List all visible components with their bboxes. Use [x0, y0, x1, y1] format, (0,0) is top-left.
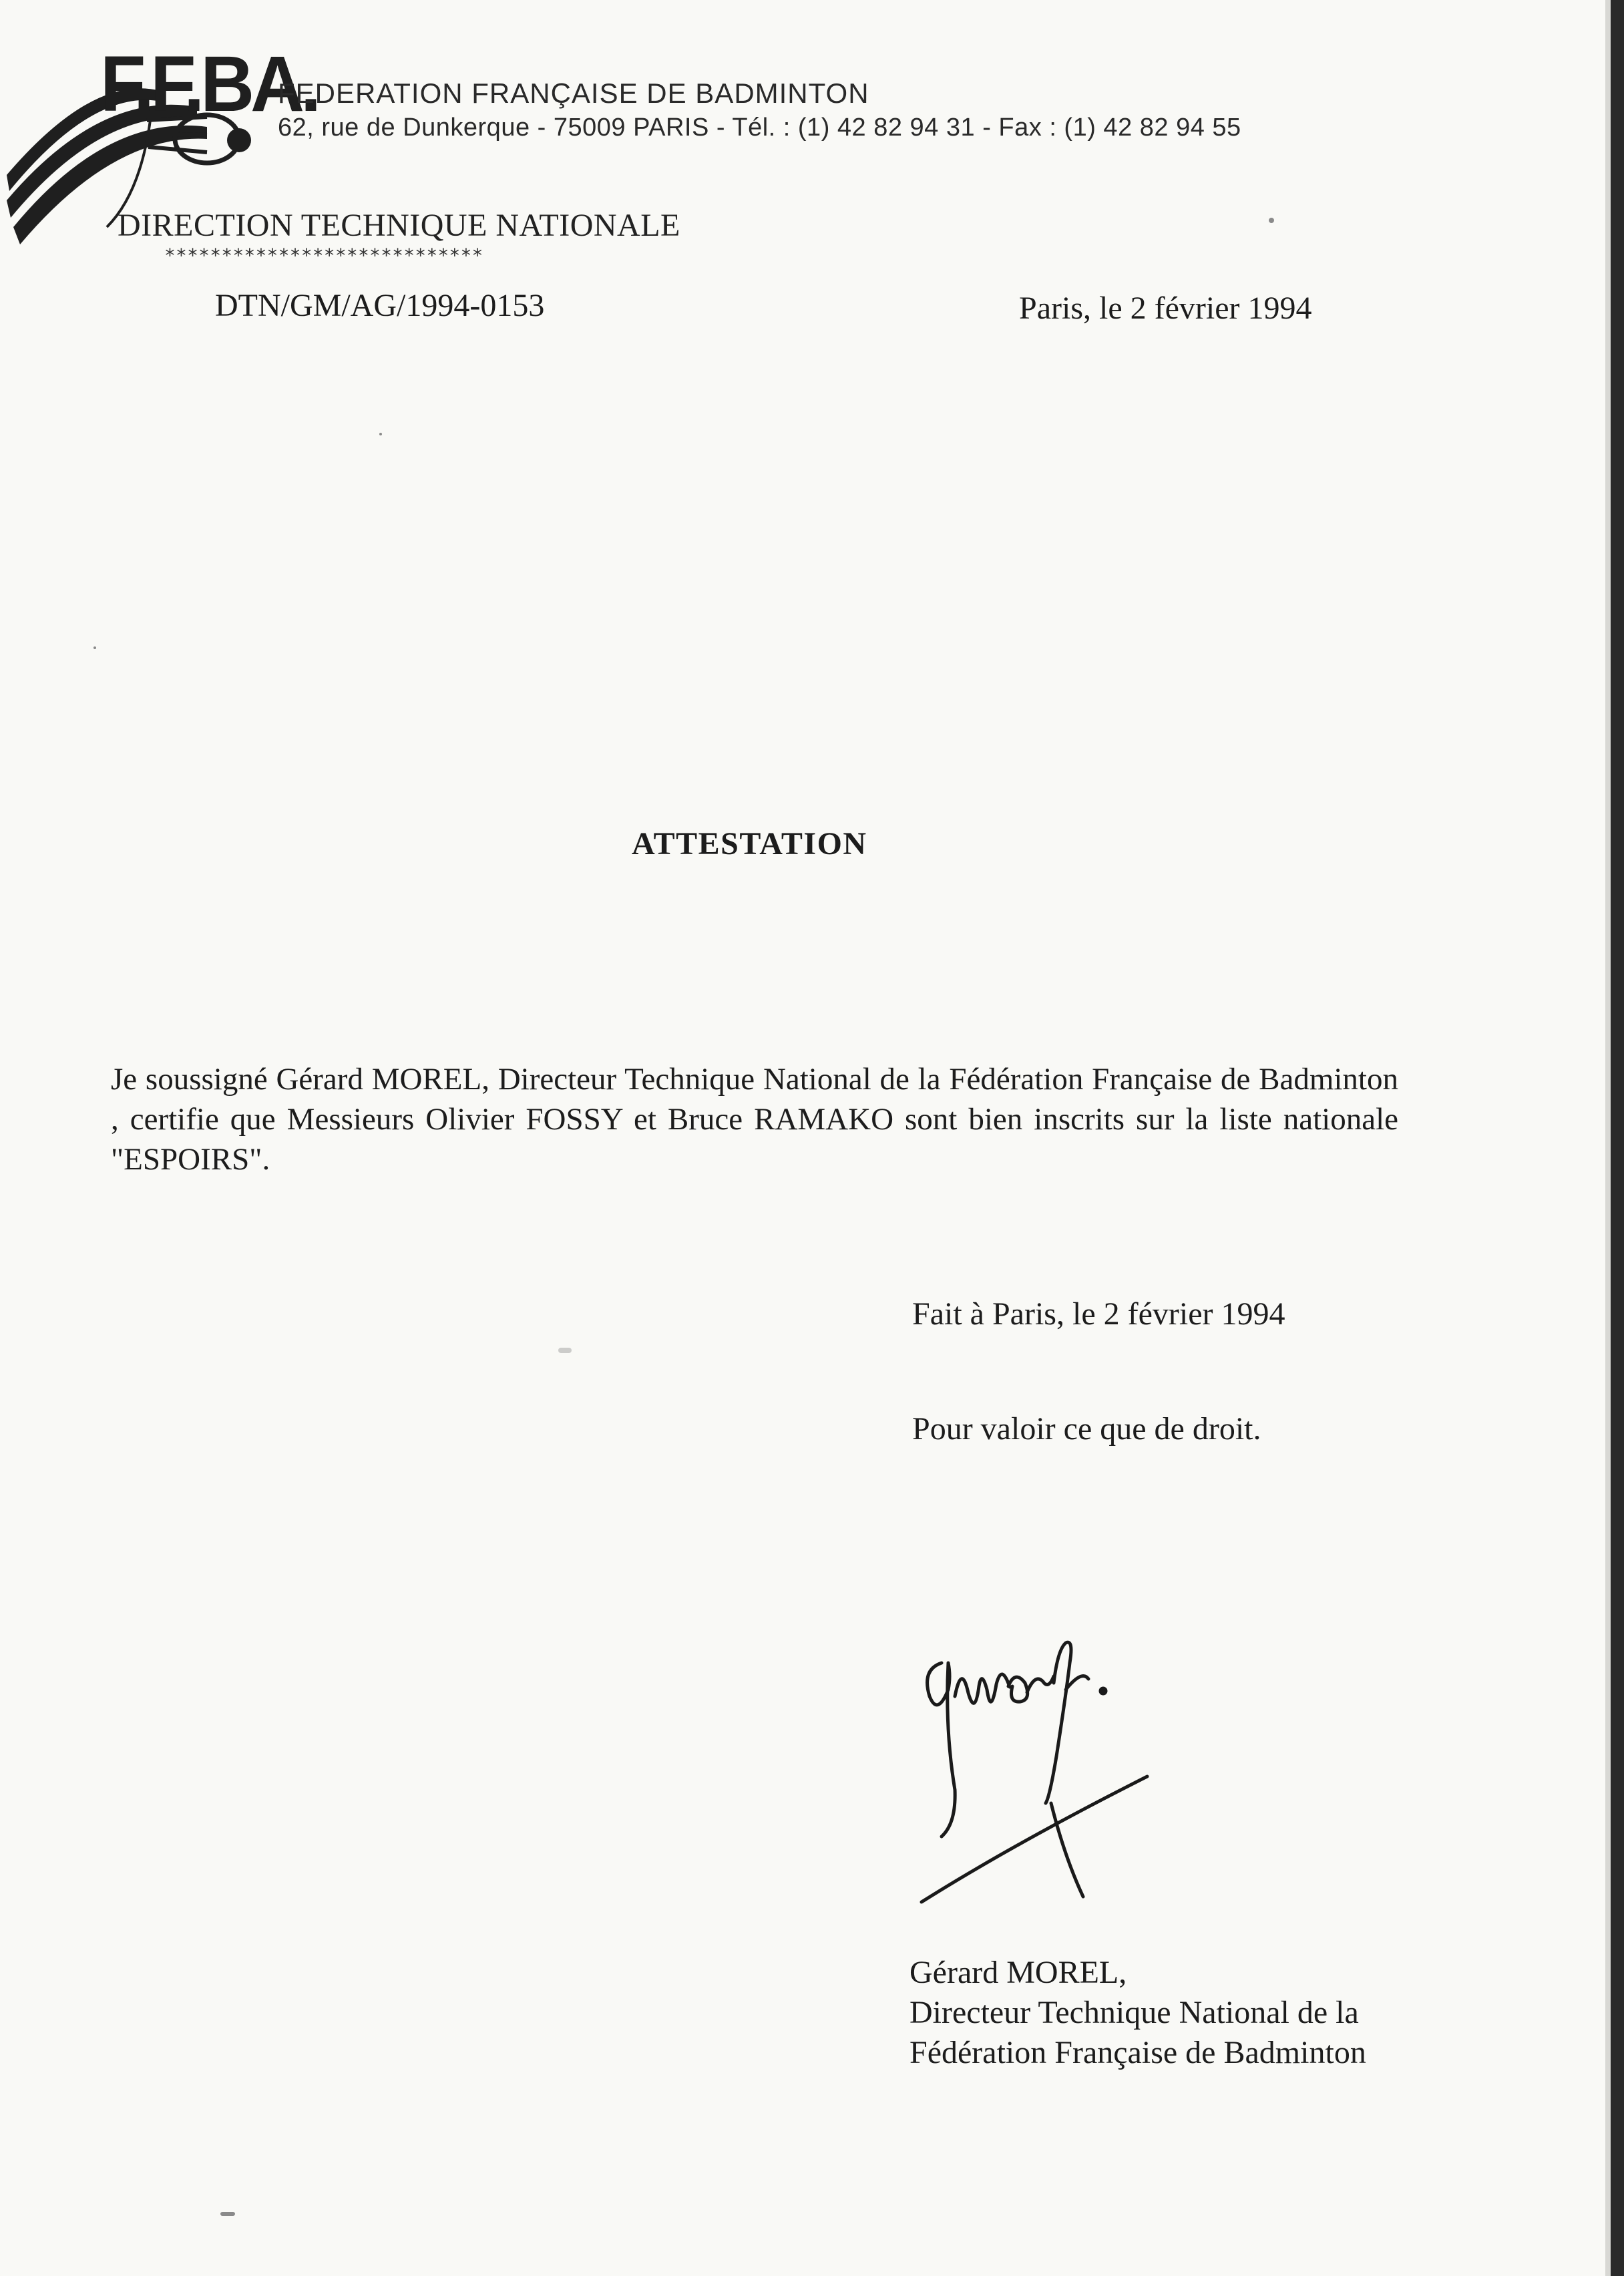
organization-name: FEDERATION FRANÇAISE DE BADMINTON — [278, 77, 869, 109]
scan-speck — [93, 646, 96, 649]
signatory-title-line-1: Directeur Technique National de la — [909, 1995, 1359, 2030]
closing-formula: Pour valoir ce que de droit. — [912, 1411, 1261, 1447]
header-date: Paris, le 2 février 1994 — [1019, 291, 1312, 326]
place-date: Fait à Paris, le 2 février 1994 — [912, 1296, 1285, 1332]
document-title: ATTESTATION — [632, 826, 867, 862]
scan-edge-shadow — [1605, 0, 1611, 2276]
scan-speck — [558, 1348, 572, 1353]
handwritten-signature — [915, 1623, 1155, 1930]
organization-address: 62, rue de Dunkerque - 75009 PARIS - Tél. : (1) 42 82 94 31 - Fax : (1) 42 82 94 55 — [278, 114, 1241, 142]
attestation-body: Je soussigné Gérard MOREL, Directeur Technique National de la Fédération Française de Badminton , certifie que Messieurs Olivier FOSSY et Bruce RAMAKO sont bien inscrits sur la liste nationale "ESPOIRS". — [111, 1062, 1398, 1177]
scan-speck — [220, 2212, 235, 2216]
svg-text:F.F.BA.: F.F.BA. — [100, 40, 318, 128]
signatory-title-line-2: Fédération Française de Badminton — [909, 2035, 1366, 2070]
department-heading: DIRECTION TECHNIQUE NATIONALE — [118, 208, 680, 243]
scan-speck — [1269, 218, 1274, 223]
scan-speck — [379, 433, 382, 435]
signatory-name: Gérard MOREL, — [909, 1955, 1127, 1990]
separator-stars: **************************** — [164, 244, 483, 266]
reference-number: DTN/GM/AG/1994-0153 — [215, 288, 545, 323]
scan-edge — [1611, 0, 1624, 2276]
